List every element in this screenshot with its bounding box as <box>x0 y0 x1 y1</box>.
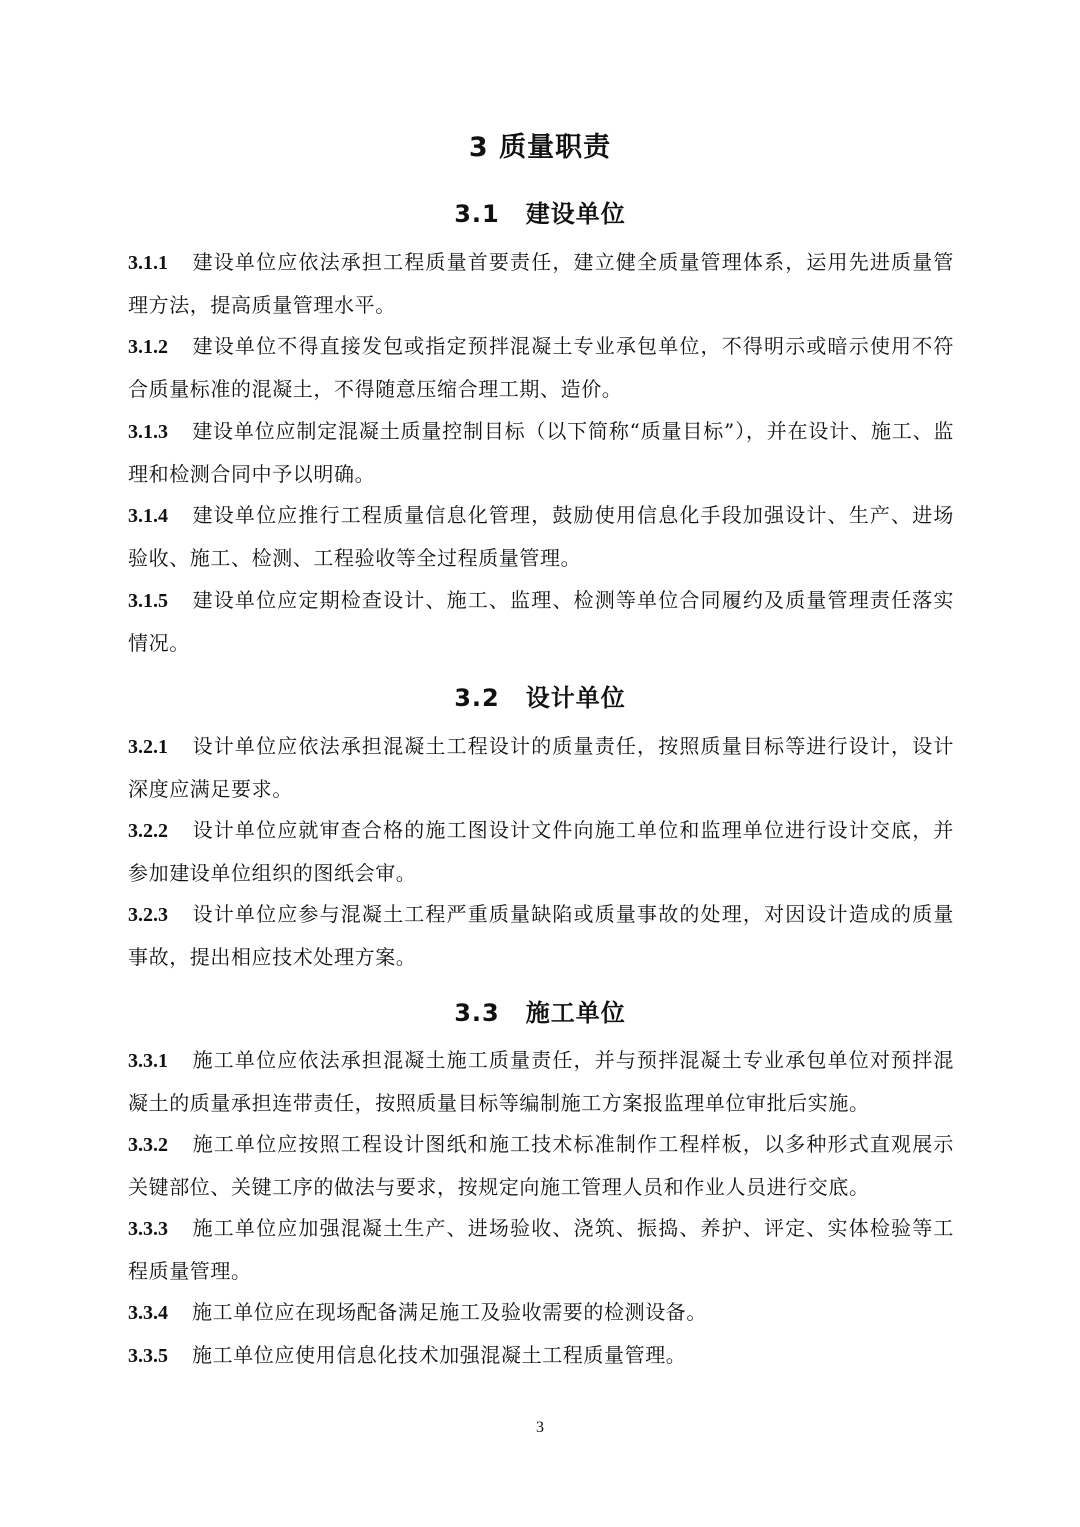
section-title: 建设单位 <box>525 200 626 228</box>
clause-text: 施工单位应依法承担混凝土施工质量责任，并与预拌混凝土专业承包单位对预拌混凝土的质量承担连带责任，按照质量目标等编制施工方案报监理单位审批后实施。 <box>128 1048 954 1115</box>
clause-text: 建设单位应依法承担工程质量首要责任，建立健全质量管理体系，运用先进质量管理方法，提高质量管理水平。 <box>128 250 954 317</box>
clause-number: 3.2.3 <box>128 904 168 926</box>
clause-number: 3.3.1 <box>128 1050 168 1072</box>
clause-text: 施工单位应按照工程设计图纸和施工技术标准制作工程样板，以多种形式直观展示关键部位、关键工序的做法与要求，按规定向施工管理人员和作业人员进行交底。 <box>128 1132 954 1199</box>
clause-number: 3.3.3 <box>128 1218 168 1240</box>
clause-3-1-1 <box>128 241 954 326</box>
section-number: 3.3 <box>454 999 500 1027</box>
clause-text: 建设单位不得直接发包或指定预拌混凝土专业承包单位，不得明示或暗示使用不符合质量标准的混凝土，不得随意压缩合理工期、造价。 <box>128 334 954 401</box>
page-number: 3 <box>536 1419 544 1436</box>
clause-text: 设计单位应就审查合格的施工图设计文件向施工单位和监理单位进行设计交底，并参加建设单位组织的图纸会审。 <box>128 818 954 885</box>
clause-number: 3.3.5 <box>128 1345 168 1367</box>
section-heading-3-2 <box>0 680 1080 716</box>
clause-3-3-1 <box>128 1039 954 1124</box>
clause-3-2-1 <box>128 725 954 810</box>
section-heading-3-1 <box>0 196 1080 232</box>
clause-number: 3.2.1 <box>128 736 168 758</box>
clause-number: 3.1.2 <box>128 336 168 358</box>
clause-3-1-3 <box>128 410 954 495</box>
clause-3-3-3 <box>128 1207 954 1292</box>
clause-text: 施工单位应使用信息化技术加强混凝土工程质量管理。 <box>192 1343 687 1367</box>
clause-number: 3.2.2 <box>128 820 168 842</box>
clause-3-1-4 <box>128 494 954 579</box>
clause-3-3-4 <box>128 1291 954 1334</box>
clause-number: 3.1.4 <box>128 505 168 527</box>
clause-number: 3.1.3 <box>128 421 168 443</box>
chapter-title: 3 质量职责 <box>468 132 612 163</box>
clause-text: 设计单位应依法承担混凝土工程设计的质量责任，按照质量目标等进行设计，设计深度应满足要求。 <box>128 734 954 801</box>
clause-3-1-5 <box>128 579 954 664</box>
section-heading-3-3 <box>0 995 1080 1031</box>
clause-text: 建设单位应制定混凝土质量控制目标（以下简称“质量目标”），并在设计、施工、监理和检测合同中予以明确。 <box>128 419 954 486</box>
section-title: 设计单位 <box>525 684 626 712</box>
clause-text: 设计单位应参与混凝土工程严重质量缺陷或质量事故的处理，对因设计造成的质量事故，提出相应技术处理方案。 <box>128 902 954 969</box>
clause-number: 3.1.1 <box>128 252 168 274</box>
clause-3-1-2 <box>128 325 954 410</box>
clause-3-2-3 <box>128 893 954 978</box>
clause-number: 3.3.2 <box>128 1134 168 1156</box>
clause-text: 施工单位应在现场配备满足施工及验收需要的检测设备。 <box>192 1300 707 1324</box>
clause-3-3-5 <box>128 1334 954 1377</box>
clause-text: 建设单位应定期检查设计、施工、监理、检测等单位合同履约及质量管理责任落实情况。 <box>128 588 954 655</box>
section-number: 3.1 <box>454 200 500 228</box>
clause-text: 施工单位应加强混凝土生产、进场验收、浇筑、振捣、养护、评定、实体检验等工程质量管理。 <box>128 1216 954 1283</box>
clause-3-3-2 <box>128 1123 954 1208</box>
section-title: 施工单位 <box>525 999 626 1027</box>
clause-number: 3.1.5 <box>128 590 168 612</box>
section-number: 3.2 <box>454 684 500 712</box>
clause-3-2-2 <box>128 809 954 894</box>
clause-text: 建设单位应推行工程质量信息化管理，鼓励使用信息化手段加强设计、生产、进场验收、施工、检测、工程验收等全过程质量管理。 <box>128 503 954 570</box>
clause-number: 3.3.4 <box>128 1302 168 1324</box>
